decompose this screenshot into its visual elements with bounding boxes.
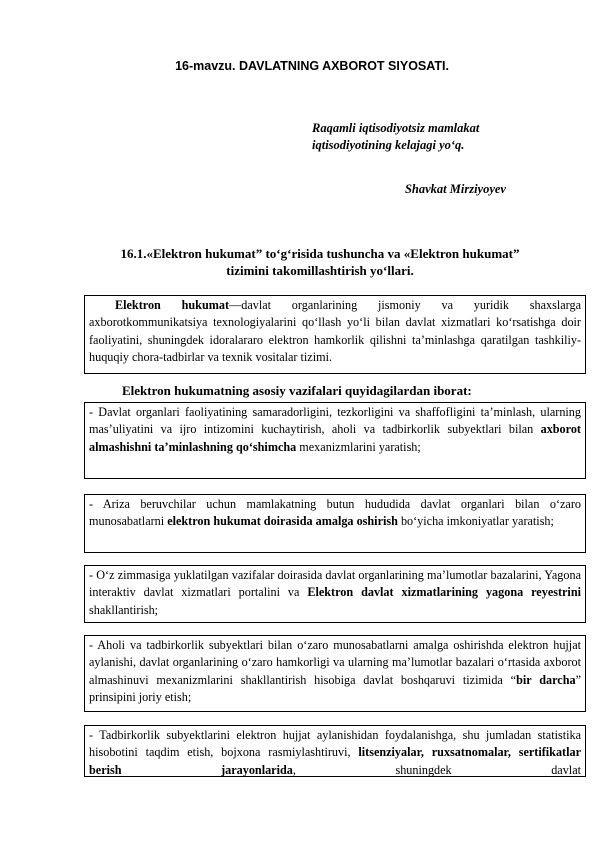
tasks-title: Elektron hukumatning asosiy vazifalari quyidagilardan iborat: — [122, 383, 472, 398]
task-text: - Ariza beruvchilar uchun mamlakatning butun hududida davlat organlari bilan o‘zaro munosabatlarni — [89, 497, 581, 529]
definition-box — [84, 295, 586, 374]
epigraph-author: Shavkat Mirziyoyev — [404, 182, 506, 196]
task-text: ” prinsipini joriy etish; — [89, 672, 581, 705]
section-title-line: tizimini takomillashtirish yo‘llari. — [226, 263, 414, 278]
definition-text: —davlat organlarining jismoniy va yuridik shaxslarga axborotkommunikatsiya texnologiyalarini qo‘llash yo‘li bilan davlat xizmatlari ko‘rsatishga doir faoliyatini, shuningdek idoralararo elektron hamkorlik qilishni ta’minlashga qaratilgan tashkiliy-huquqiy chora-tadbirlar va texnik vositalar tizimi. — [89, 298, 581, 365]
task-text: mexanizmlarini yaratish; — [296, 439, 421, 454]
task-text: - Aholi va tadbirkorlik subyektlari bilan o‘zaro munosabatlarni amalga oshirishda elektron hujjat aylanishi, davlat organlarining o‘zaro hamkorligi va ularning ma’lumotlar bazalari o‘rtasida axborot almashinuvi mexanizmlarini shakllantirish hisobiga davlat boshqaruvi tizimida “ — [89, 638, 581, 687]
task-text: bo‘yicha imkoniyatlar yaratish; — [397, 514, 554, 529]
task-box — [84, 635, 586, 712]
task-emphasis: Elektron davlat xizmatlarining yagona reyestrini — [307, 585, 581, 600]
task-emphasis: axborot almashishni ta’minlashning qo‘shimcha — [89, 422, 581, 454]
topic-heading: 16-mavzu. DAVLATNING AXBOROT SIYOSATI. — [175, 59, 449, 73]
task-box — [84, 725, 586, 777]
epigraph-line: Raqamli iqtisodiyotsiz mamlakat — [312, 121, 480, 135]
task-text: shakllantirish; — [89, 602, 159, 617]
task-text: - O‘z zimmasiga yuklatilgan vazifalar doirasida davlat organlarining ma’lumotlar bazalarini, Yagona interaktiv davlat xizmatlari portalini va — [89, 568, 581, 600]
epigraph-quote — [312, 120, 508, 154]
task-emphasis: elektron hukumat doirasida amalga oshirish — [167, 514, 398, 529]
task-box — [84, 494, 586, 553]
task-text: - Tadbirkorlik subyektlarini elektron hujjat aylanishidan foydalanishga, shu jumladan statistika hisobotini taqdim etish, bojxona rasmiylashtiruvi, — [89, 728, 581, 760]
task-box — [84, 565, 586, 623]
task-text: , shuningdek davlat — [292, 762, 581, 777]
section-title-line: 16.1.«Elektron hukumat” to‘g‘risida tushuncha va «Elektron hukumat” — [120, 246, 520, 261]
definition-term: Elektron hukumat — [115, 298, 230, 312]
section-title — [90, 245, 550, 279]
task-box — [84, 402, 586, 479]
task-emphasis: litsenziyalar, ruxsatnomalar, sertifikatlar berish jarayonlarida — [89, 745, 581, 777]
task-emphasis: bir darcha — [516, 672, 576, 687]
epigraph-line: iqtisodiyotining kelajagi yo‘q. — [312, 138, 465, 152]
task-text: - Davlat organlari faoliyatining samaradorligini, tezkorligini va shaffofligini ta’minlash, ularning mas’uliyatini va ijro intizomini kuchaytirish, aholi va tadbirkorlik subyektlari bilan — [89, 405, 581, 437]
